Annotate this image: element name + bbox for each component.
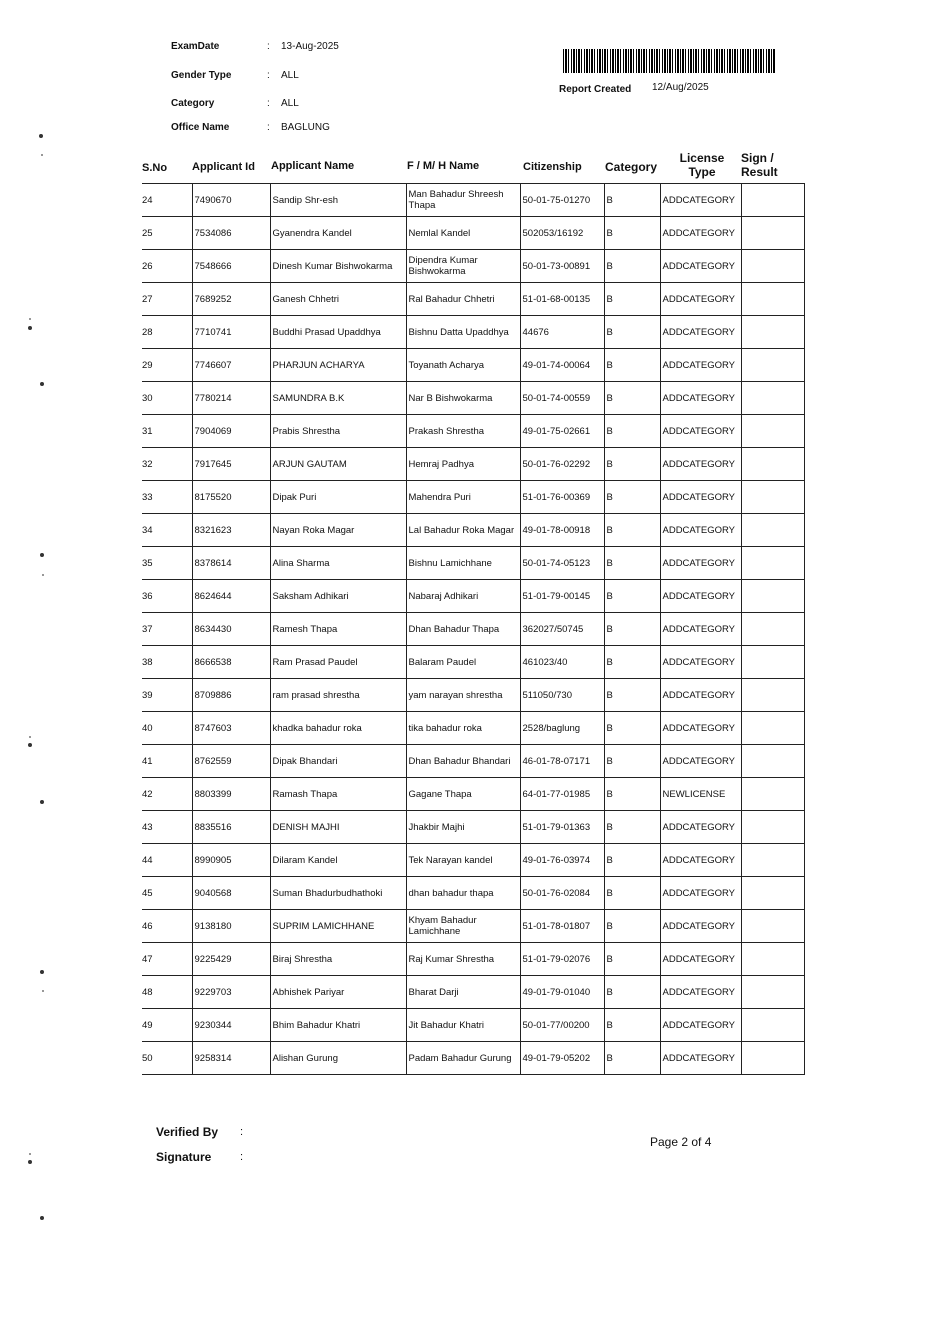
citizenship-cell: 44676 <box>520 316 604 349</box>
applicant-id-cell: 7689252 <box>192 283 270 316</box>
column-header-category: Category <box>605 160 658 174</box>
sno-cell: 35 <box>142 547 192 580</box>
table-row <box>142 679 804 712</box>
license-type-cell: ADDCATEGORY <box>660 184 741 217</box>
sign-result-cell <box>741 580 804 613</box>
category-cell: B <box>604 448 660 481</box>
scan-speck <box>28 1160 32 1164</box>
applicant-name-cell: DENISH MAJHI <box>270 811 406 844</box>
sign-result-cell <box>741 613 804 646</box>
category-cell: B <box>604 613 660 646</box>
table-row <box>142 547 804 580</box>
applicant-name-cell: Sandip Shr-esh <box>270 184 406 217</box>
applicant-name-cell: Prabis Shrestha <box>270 415 406 448</box>
exam-date-colon: : <box>267 41 270 52</box>
applicant-id-cell: 8835516 <box>192 811 270 844</box>
report-created-label: Report Created <box>559 84 632 95</box>
applicant-name-cell: Dipak Bhandari <box>270 745 406 778</box>
category-cell: B <box>604 184 660 217</box>
sno-cell: 43 <box>142 811 192 844</box>
license-type-cell: ADDCATEGORY <box>660 646 741 679</box>
category-cell: B <box>604 745 660 778</box>
category-cell: B <box>604 778 660 811</box>
applicant-id-cell: 7710741 <box>192 316 270 349</box>
fmh-name-cell: Dhan Bahadur Bhandari <box>406 745 520 778</box>
table-row <box>142 250 804 283</box>
column-header-fmh-name: F / M/ H Name <box>407 160 480 172</box>
applicant-name-cell: Nayan Roka Magar <box>270 514 406 547</box>
applicant-id-cell: 7490670 <box>192 184 270 217</box>
applicant-id-cell: 8747603 <box>192 712 270 745</box>
sign-result-cell <box>741 844 804 877</box>
category-cell: B <box>604 382 660 415</box>
sign-result-cell <box>741 415 804 448</box>
sno-cell: 37 <box>142 613 192 646</box>
applicant-id-cell: 8709886 <box>192 679 270 712</box>
verified-by-label: Verified By <box>156 1125 219 1139</box>
category-cell: B <box>604 316 660 349</box>
office-label: Office Name <box>171 122 230 133</box>
applicant-id-cell: 7904069 <box>192 415 270 448</box>
sno-cell: 39 <box>142 679 192 712</box>
fmh-name-cell: Bharat Darji <box>406 976 520 1009</box>
fmh-name-cell: Lal Bahadur Roka Magar <box>406 514 520 547</box>
table-row <box>142 1009 804 1042</box>
category-cell: B <box>604 811 660 844</box>
sno-cell: 24 <box>142 184 192 217</box>
applicant-name-cell: PHARJUN ACHARYA <box>270 349 406 382</box>
category-cell: B <box>604 844 660 877</box>
applicant-name-cell: Bhim Bahadur Khatri <box>270 1009 406 1042</box>
license-type-cell: ADDCATEGORY <box>660 547 741 580</box>
scan-dot <box>29 318 31 320</box>
sign-result-cell <box>741 184 804 217</box>
scan-speck <box>28 743 32 747</box>
citizenship-cell: 50-01-73-00891 <box>520 250 604 283</box>
fmh-name-cell: yam narayan shrestha <box>406 679 520 712</box>
fmh-name-cell: Hemraj Padhya <box>406 448 520 481</box>
sno-cell: 26 <box>142 250 192 283</box>
citizenship-cell: 64-01-77-01985 <box>520 778 604 811</box>
license-type-cell: ADDCATEGORY <box>660 976 741 1009</box>
citizenship-cell: 49-01-76-03974 <box>520 844 604 877</box>
license-type-cell: ADDCATEGORY <box>660 415 741 448</box>
license-type-cell: ADDCATEGORY <box>660 811 741 844</box>
applicant-id-cell: 8762559 <box>192 745 270 778</box>
license-type-cell: ADDCATEGORY <box>660 910 741 943</box>
table-row <box>142 877 804 910</box>
sign-result-cell <box>741 250 804 283</box>
fmh-name-cell: Jit Bahadur Khatri <box>406 1009 520 1042</box>
applicant-id-cell: 9229703 <box>192 976 270 1009</box>
category-cell: B <box>604 1042 660 1075</box>
scan-speck <box>28 326 32 330</box>
applicant-name-cell: SUPRIM LAMICHHANE <box>270 910 406 943</box>
license-type-cell: ADDCATEGORY <box>660 1009 741 1042</box>
applicant-id-cell: 9040568 <box>192 877 270 910</box>
scan-dot <box>41 154 43 156</box>
fmh-name-cell: Nemlal Kandel <box>406 217 520 250</box>
column-header-applicant-name: Applicant Name <box>271 160 355 172</box>
applicant-name-cell: ARJUN GAUTAM <box>270 448 406 481</box>
applicant-name-cell: Ramesh Thapa <box>270 613 406 646</box>
sign-result-cell <box>741 712 804 745</box>
applicant-name-cell: Ganesh Chhetri <box>270 283 406 316</box>
column-header-sign-result: Sign / Result <box>741 151 778 179</box>
citizenship-cell: 49-01-79-05202 <box>520 1042 604 1075</box>
citizenship-cell: 46-01-78-07171 <box>520 745 604 778</box>
applicant-name-cell: Dipak Puri <box>270 481 406 514</box>
scan-speck <box>40 800 44 804</box>
citizenship-cell: 50-01-74-05123 <box>520 547 604 580</box>
license-type-cell: ADDCATEGORY <box>660 250 741 283</box>
table-row <box>142 382 804 415</box>
license-type-cell: ADDCATEGORY <box>660 382 741 415</box>
scan-speck <box>39 134 43 138</box>
gender-label: Gender Type <box>171 70 232 81</box>
table-row <box>142 778 804 811</box>
applicant-name-cell: ram prasad shrestha <box>270 679 406 712</box>
report-created-value: 12/Aug/2025 <box>652 82 709 93</box>
applicant-name-cell: Alishan Gurung <box>270 1042 406 1075</box>
category-cell: B <box>604 646 660 679</box>
license-type-cell: ADDCATEGORY <box>660 349 741 382</box>
category-cell: B <box>604 1009 660 1042</box>
fmh-name-cell: Raj Kumar Shrestha <box>406 943 520 976</box>
fmh-name-cell: tika bahadur roka <box>406 712 520 745</box>
column-header-applicant-id: Applicant Id <box>192 161 255 173</box>
license-type-cell: ADDCATEGORY <box>660 448 741 481</box>
license-type-cell: ADDCATEGORY <box>660 283 741 316</box>
table-row <box>142 943 804 976</box>
applicant-table <box>142 183 805 1075</box>
sign-result-cell <box>741 547 804 580</box>
license-type-cell: ADDCATEGORY <box>660 943 741 976</box>
table-row <box>142 1042 804 1075</box>
applicant-name-cell: Suman Bhadurbudhathoki <box>270 877 406 910</box>
citizenship-cell: 50-01-76-02084 <box>520 877 604 910</box>
citizenship-cell: 362027/50745 <box>520 613 604 646</box>
fmh-name-cell: Prakash Shrestha <box>406 415 520 448</box>
fmh-name-cell: Dhan Bahadur Thapa <box>406 613 520 646</box>
sno-cell: 49 <box>142 1009 192 1042</box>
table-row <box>142 349 804 382</box>
sno-cell: 42 <box>142 778 192 811</box>
citizenship-cell: 51-01-78-01807 <box>520 910 604 943</box>
exam-date-label: ExamDate <box>171 41 220 52</box>
scan-speck <box>40 553 44 557</box>
table-row <box>142 448 804 481</box>
applicant-name-cell: Ram Prasad Paudel <box>270 646 406 679</box>
sno-cell: 45 <box>142 877 192 910</box>
sign-result-cell <box>741 514 804 547</box>
citizenship-cell: 51-01-79-00145 <box>520 580 604 613</box>
license-type-cell: ADDCATEGORY <box>660 679 741 712</box>
sign-result-cell <box>741 481 804 514</box>
citizenship-cell: 49-01-78-00918 <box>520 514 604 547</box>
table-row <box>142 712 804 745</box>
applicant-id-cell: 8666538 <box>192 646 270 679</box>
category-cell: B <box>604 481 660 514</box>
office-value: BAGLUNG <box>281 122 330 133</box>
category-cell: B <box>604 976 660 1009</box>
sign-result-cell <box>741 217 804 250</box>
applicant-id-cell: 9258314 <box>192 1042 270 1075</box>
category-label: Category <box>171 98 215 109</box>
applicant-id-cell: 7534086 <box>192 217 270 250</box>
citizenship-cell: 50-01-75-01270 <box>520 184 604 217</box>
sign-result-cell <box>741 283 804 316</box>
signature-colon: : <box>240 1151 244 1163</box>
sign-result-cell <box>741 349 804 382</box>
fmh-name-cell: Khyam Bahadur Lamichhane <box>406 910 520 943</box>
category-cell: B <box>604 877 660 910</box>
sign-result-cell <box>741 877 804 910</box>
verified-by-colon: : <box>240 1126 244 1138</box>
applicant-name-cell: Dilaram Kandel <box>270 844 406 877</box>
sno-cell: 48 <box>142 976 192 1009</box>
sign-result-cell <box>741 382 804 415</box>
citizenship-cell: 461023/40 <box>520 646 604 679</box>
applicant-id-cell: 7746607 <box>192 349 270 382</box>
applicant-id-cell: 8175520 <box>192 481 270 514</box>
fmh-name-cell: Tek Narayan kandel <box>406 844 520 877</box>
category-cell: B <box>604 217 660 250</box>
citizenship-cell: 2528/baglung <box>520 712 604 745</box>
column-header-license-type: License Type <box>679 151 725 179</box>
fmh-name-cell: Toyanath Acharya <box>406 349 520 382</box>
fmh-name-cell: Padam Bahadur Gurung <box>406 1042 520 1075</box>
applicant-name-cell: Abhishek Pariyar <box>270 976 406 1009</box>
category-cell: B <box>604 712 660 745</box>
sign-result-cell <box>741 1042 804 1075</box>
fmh-name-cell: dhan bahadur thapa <box>406 877 520 910</box>
applicant-name-cell: Alina Sharma <box>270 547 406 580</box>
category-cell: B <box>604 910 660 943</box>
fmh-name-cell: Bishnu Lamichhane <box>406 547 520 580</box>
citizenship-cell: 50-01-77/00200 <box>520 1009 604 1042</box>
category-cell: B <box>604 514 660 547</box>
applicant-name-cell: Dinesh Kumar Bishwokarma <box>270 250 406 283</box>
sign-result-cell <box>741 745 804 778</box>
citizenship-cell: 51-01-76-00369 <box>520 481 604 514</box>
page-number: Page 2 of 4 <box>650 1135 712 1149</box>
column-header-sno: S.No <box>142 162 168 174</box>
column-header-citizenship: Citizenship <box>523 161 582 173</box>
sno-cell: 47 <box>142 943 192 976</box>
sno-cell: 41 <box>142 745 192 778</box>
scan-speck <box>40 970 44 974</box>
applicant-name-cell: khadka bahadur roka <box>270 712 406 745</box>
license-type-cell: ADDCATEGORY <box>660 316 741 349</box>
applicant-id-cell: 8378614 <box>192 547 270 580</box>
license-type-cell: ADDCATEGORY <box>660 217 741 250</box>
sign-result-cell <box>741 316 804 349</box>
fmh-name-cell: Mahendra Puri <box>406 481 520 514</box>
sno-cell: 38 <box>142 646 192 679</box>
license-type-cell: ADDCATEGORY <box>660 1042 741 1075</box>
sno-cell: 31 <box>142 415 192 448</box>
license-type-cell: ADDCATEGORY <box>660 877 741 910</box>
gender-value: ALL <box>281 70 299 81</box>
sno-cell: 28 <box>142 316 192 349</box>
citizenship-cell: 49-01-74-00064 <box>520 349 604 382</box>
table-row <box>142 976 804 1009</box>
citizenship-cell: 49-01-75-02661 <box>520 415 604 448</box>
sign-result-cell <box>741 646 804 679</box>
applicant-id-cell: 8634430 <box>192 613 270 646</box>
gender-colon: : <box>267 70 270 81</box>
citizenship-cell: 511050/730 <box>520 679 604 712</box>
applicant-name-cell: Saksham Adhikari <box>270 580 406 613</box>
fmh-name-cell: Bishnu Datta Upaddhya <box>406 316 520 349</box>
category-cell: B <box>604 250 660 283</box>
scan-dot <box>29 1153 31 1155</box>
category-cell: B <box>604 547 660 580</box>
sno-cell: 40 <box>142 712 192 745</box>
sign-result-cell <box>741 943 804 976</box>
license-type-cell: ADDCATEGORY <box>660 514 741 547</box>
sno-cell: 27 <box>142 283 192 316</box>
license-type-cell: ADDCATEGORY <box>660 712 741 745</box>
citizenship-cell: 50-01-74-00559 <box>520 382 604 415</box>
category-cell: B <box>604 943 660 976</box>
applicant-name-cell: Ramash Thapa <box>270 778 406 811</box>
sno-cell: 25 <box>142 217 192 250</box>
table-row <box>142 514 804 547</box>
applicant-id-cell: 8321623 <box>192 514 270 547</box>
sign-result-cell <box>741 910 804 943</box>
license-type-cell: ADDCATEGORY <box>660 580 741 613</box>
category-value: ALL <box>281 98 299 109</box>
table-row <box>142 745 804 778</box>
table-row <box>142 646 804 679</box>
license-type-cell: NEWLICENSE <box>660 778 741 811</box>
sign-result-cell <box>741 976 804 1009</box>
scan-dot <box>29 736 31 738</box>
applicant-name-cell: Buddhi Prasad Upaddhya <box>270 316 406 349</box>
category-cell: B <box>604 580 660 613</box>
table-row <box>142 910 804 943</box>
sno-cell: 32 <box>142 448 192 481</box>
fmh-name-cell: Nar B Bishwokarma <box>406 382 520 415</box>
license-type-cell: ADDCATEGORY <box>660 613 741 646</box>
sno-cell: 36 <box>142 580 192 613</box>
applicant-id-cell: 9225429 <box>192 943 270 976</box>
license-type-cell: ADDCATEGORY <box>660 844 741 877</box>
fmh-name-cell: Jhakbir Majhi <box>406 811 520 844</box>
table-row <box>142 415 804 448</box>
sign-result-cell <box>741 679 804 712</box>
fmh-name-cell: Man Bahadur Shreesh Thapa <box>406 184 520 217</box>
sign-result-cell <box>741 811 804 844</box>
office-colon: : <box>267 122 270 133</box>
category-cell: B <box>604 349 660 382</box>
sign-result-cell <box>741 1009 804 1042</box>
scan-speck <box>40 382 44 386</box>
citizenship-cell: 50-01-76-02292 <box>520 448 604 481</box>
table-row <box>142 217 804 250</box>
applicant-name-cell: Gyanendra Kandel <box>270 217 406 250</box>
scan-dot <box>42 574 44 576</box>
table-row <box>142 613 804 646</box>
barcode-image <box>563 49 775 73</box>
citizenship-cell: 49-01-79-01040 <box>520 976 604 1009</box>
signature-label: Signature <box>156 1150 212 1164</box>
applicant-id-cell: 8803399 <box>192 778 270 811</box>
table-row <box>142 481 804 514</box>
citizenship-cell: 502053/16192 <box>520 217 604 250</box>
citizenship-cell: 51-01-79-01363 <box>520 811 604 844</box>
fmh-name-cell: Balaram Paudel <box>406 646 520 679</box>
applicant-name-cell: Biraj Shrestha <box>270 943 406 976</box>
applicant-id-cell: 7780214 <box>192 382 270 415</box>
table-row <box>142 184 804 217</box>
sno-cell: 50 <box>142 1042 192 1075</box>
citizenship-cell: 51-01-68-00135 <box>520 283 604 316</box>
table-row <box>142 844 804 877</box>
scan-speck <box>40 1216 44 1220</box>
table-row <box>142 580 804 613</box>
exam-date-value: 13-Aug-2025 <box>281 41 339 52</box>
sno-cell: 46 <box>142 910 192 943</box>
sno-cell: 44 <box>142 844 192 877</box>
applicant-id-cell: 9138180 <box>192 910 270 943</box>
category-cell: B <box>604 679 660 712</box>
category-cell: B <box>604 415 660 448</box>
license-type-cell: ADDCATEGORY <box>660 481 741 514</box>
applicant-id-cell: 7548666 <box>192 250 270 283</box>
sno-cell: 34 <box>142 514 192 547</box>
table-row <box>142 283 804 316</box>
fmh-name-cell: Nabaraj Adhikari <box>406 580 520 613</box>
sign-result-cell <box>741 448 804 481</box>
scan-dot <box>42 990 44 992</box>
fmh-name-cell: Dipendra Kumar Bishwokarma <box>406 250 520 283</box>
citizenship-cell: 51-01-79-02076 <box>520 943 604 976</box>
license-type-cell: ADDCATEGORY <box>660 745 741 778</box>
sno-cell: 33 <box>142 481 192 514</box>
table-row <box>142 316 804 349</box>
category-colon: : <box>267 98 270 109</box>
fmh-name-cell: Gagane Thapa <box>406 778 520 811</box>
applicant-id-cell: 8624644 <box>192 580 270 613</box>
applicant-id-cell: 8990905 <box>192 844 270 877</box>
applicant-id-cell: 7917645 <box>192 448 270 481</box>
sno-cell: 29 <box>142 349 192 382</box>
applicant-name-cell: SAMUNDRA B.K <box>270 382 406 415</box>
sno-cell: 30 <box>142 382 192 415</box>
table-row <box>142 811 804 844</box>
fmh-name-cell: Ral Bahadur Chhetri <box>406 283 520 316</box>
category-cell: B <box>604 283 660 316</box>
applicant-id-cell: 9230344 <box>192 1009 270 1042</box>
sign-result-cell <box>741 778 804 811</box>
